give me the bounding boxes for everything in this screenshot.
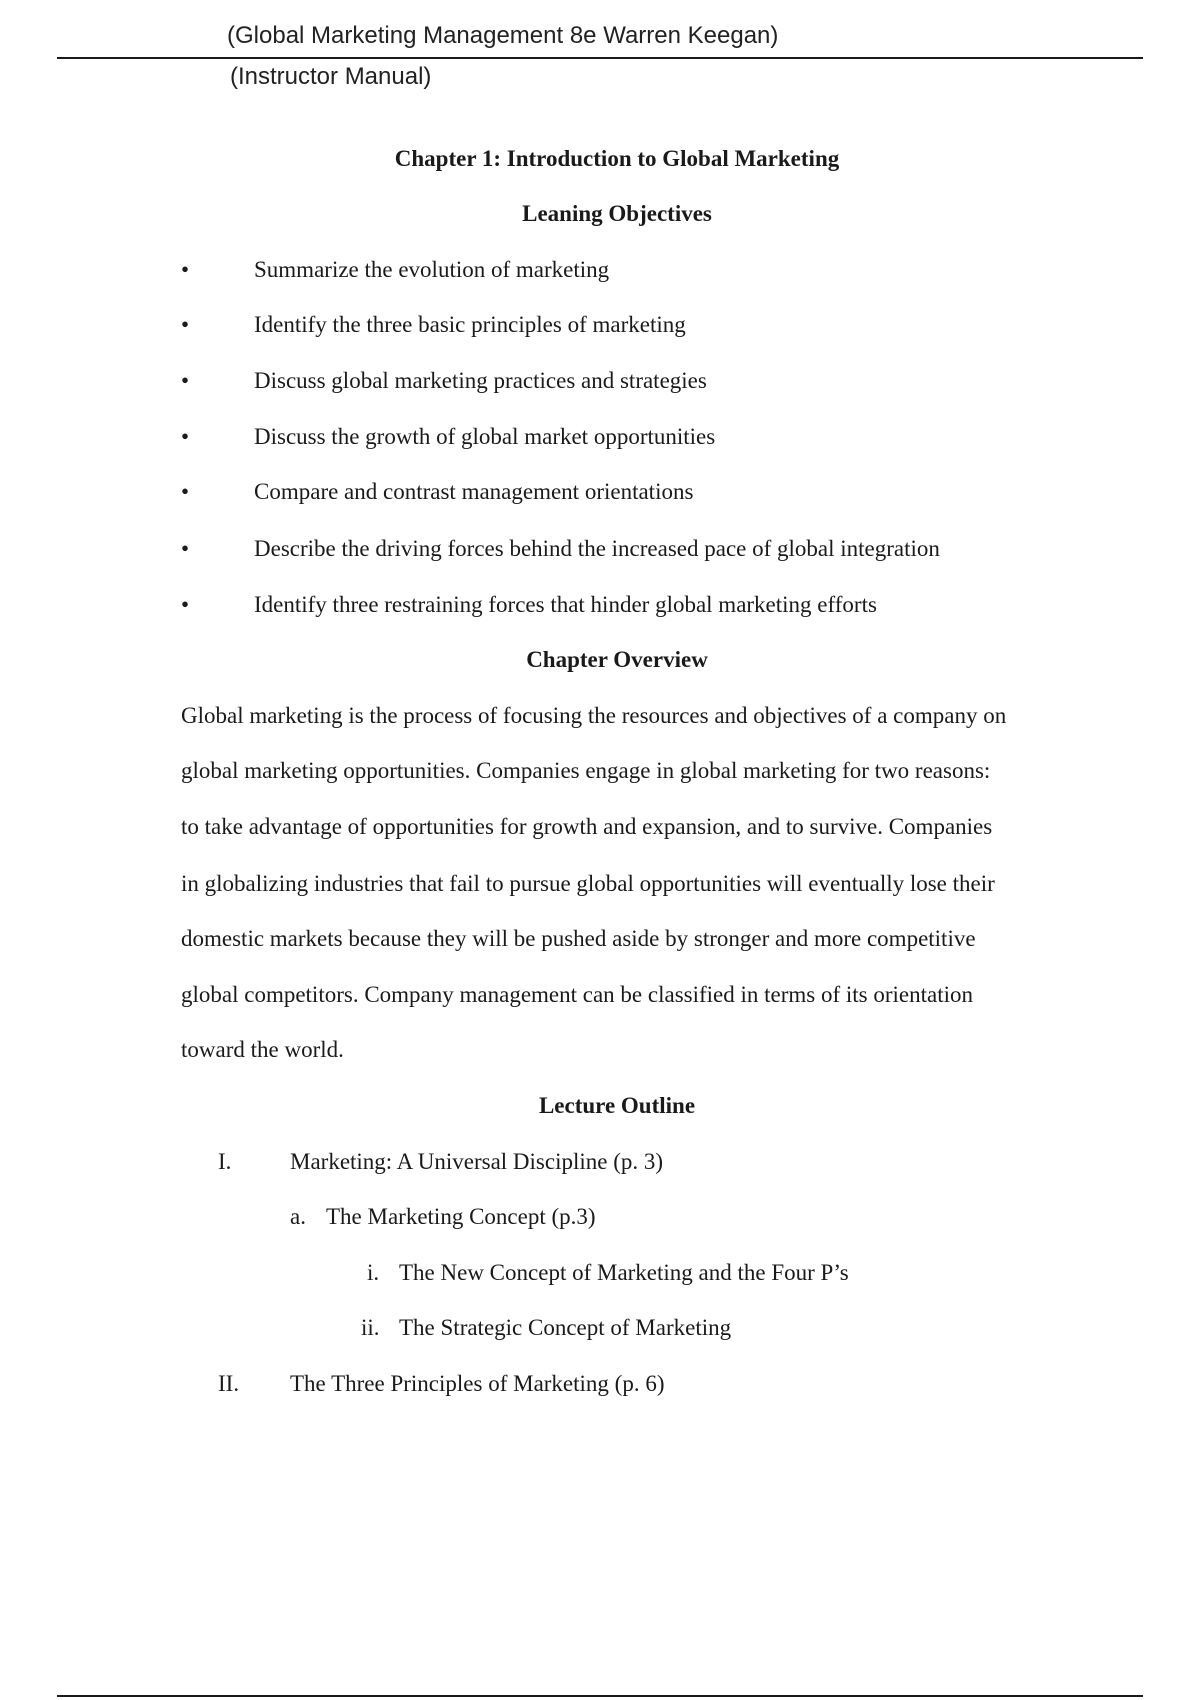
paragraph-line: global competitors. Company management can be classified in terms of its orientation — [181, 982, 974, 1007]
objective-text: Identify three restraining forces that hinder global marketing efforts — [254, 592, 877, 617]
objective-text: Summarize the evolution of marketing — [254, 257, 610, 282]
outline-text: The Marketing Concept (p.3) — [326, 1204, 596, 1229]
objective-text: Describe the driving forces behind the increased pace of global integration — [254, 536, 940, 561]
bullet-icon: • — [181, 424, 190, 449]
objective-item — [0, 592, 1200, 622]
objective-item — [0, 257, 1200, 287]
paragraph-line: domestic markets because they will be pushed aside by stronger and more competitive — [181, 926, 976, 951]
objective-text: Discuss the growth of global market opportunities — [254, 424, 716, 449]
objectives-heading: Leaning Objectives — [522, 201, 712, 226]
bullet-icon: • — [181, 312, 190, 337]
paragraph-line: global marketing opportunities. Companies engage in global marketing for two reasons: — [181, 758, 991, 783]
outline-marker: ii. — [361, 1315, 380, 1340]
paragraph-line: toward the world. — [181, 1037, 344, 1062]
footer-rule — [57, 1695, 1143, 1697]
bullet-icon: • — [181, 368, 190, 393]
chapter-title: Chapter 1: Introduction to Global Marketing — [394, 146, 840, 171]
bullet-icon: • — [181, 257, 190, 282]
objective-text: Compare and contrast management orientations — [254, 479, 694, 504]
outline-marker: a. — [290, 1204, 306, 1229]
outline-heading: Lecture Outline — [538, 1093, 696, 1118]
objective-item — [0, 479, 1200, 509]
objective-item — [0, 536, 1200, 566]
overview-heading: Chapter Overview — [526, 647, 708, 672]
paragraph-line: Global marketing is the process of focusing the resources and objectives of a company on — [181, 703, 1007, 728]
objective-text: Identify the three basic principles of marketing — [254, 312, 686, 337]
header-rule — [57, 57, 1143, 59]
book-title: (Global Marketing Management 8e Warren Keegan) — [227, 22, 779, 49]
objective-item — [0, 312, 1200, 342]
objective-item — [0, 424, 1200, 454]
outline-text: Marketing: A Universal Discipline (p. 3) — [290, 1149, 664, 1174]
objective-item — [0, 368, 1200, 398]
outline-marker: I. — [218, 1149, 232, 1174]
outline-text: The Three Principles of Marketing (p. 6) — [290, 1371, 665, 1396]
outline-text: The New Concept of Marketing and the Four P’s — [399, 1260, 849, 1285]
paragraph-line: to take advantage of opportunities for growth and expansion, and to survive. Companies — [181, 814, 993, 839]
outline-text: The Strategic Concept of Marketing — [399, 1315, 732, 1340]
paragraph-line: in globalizing industries that fail to pursue global opportunities will eventually lose their — [181, 871, 995, 896]
bullet-icon: • — [181, 592, 190, 617]
outline-marker: II. — [218, 1371, 240, 1396]
bullet-icon: • — [181, 536, 190, 561]
objective-text: Discuss global marketing practices and strategies — [254, 368, 707, 393]
document-subtitle: (Instructor Manual) — [230, 63, 432, 90]
bullet-icon: • — [181, 479, 190, 504]
outline-marker: i. — [367, 1260, 380, 1285]
